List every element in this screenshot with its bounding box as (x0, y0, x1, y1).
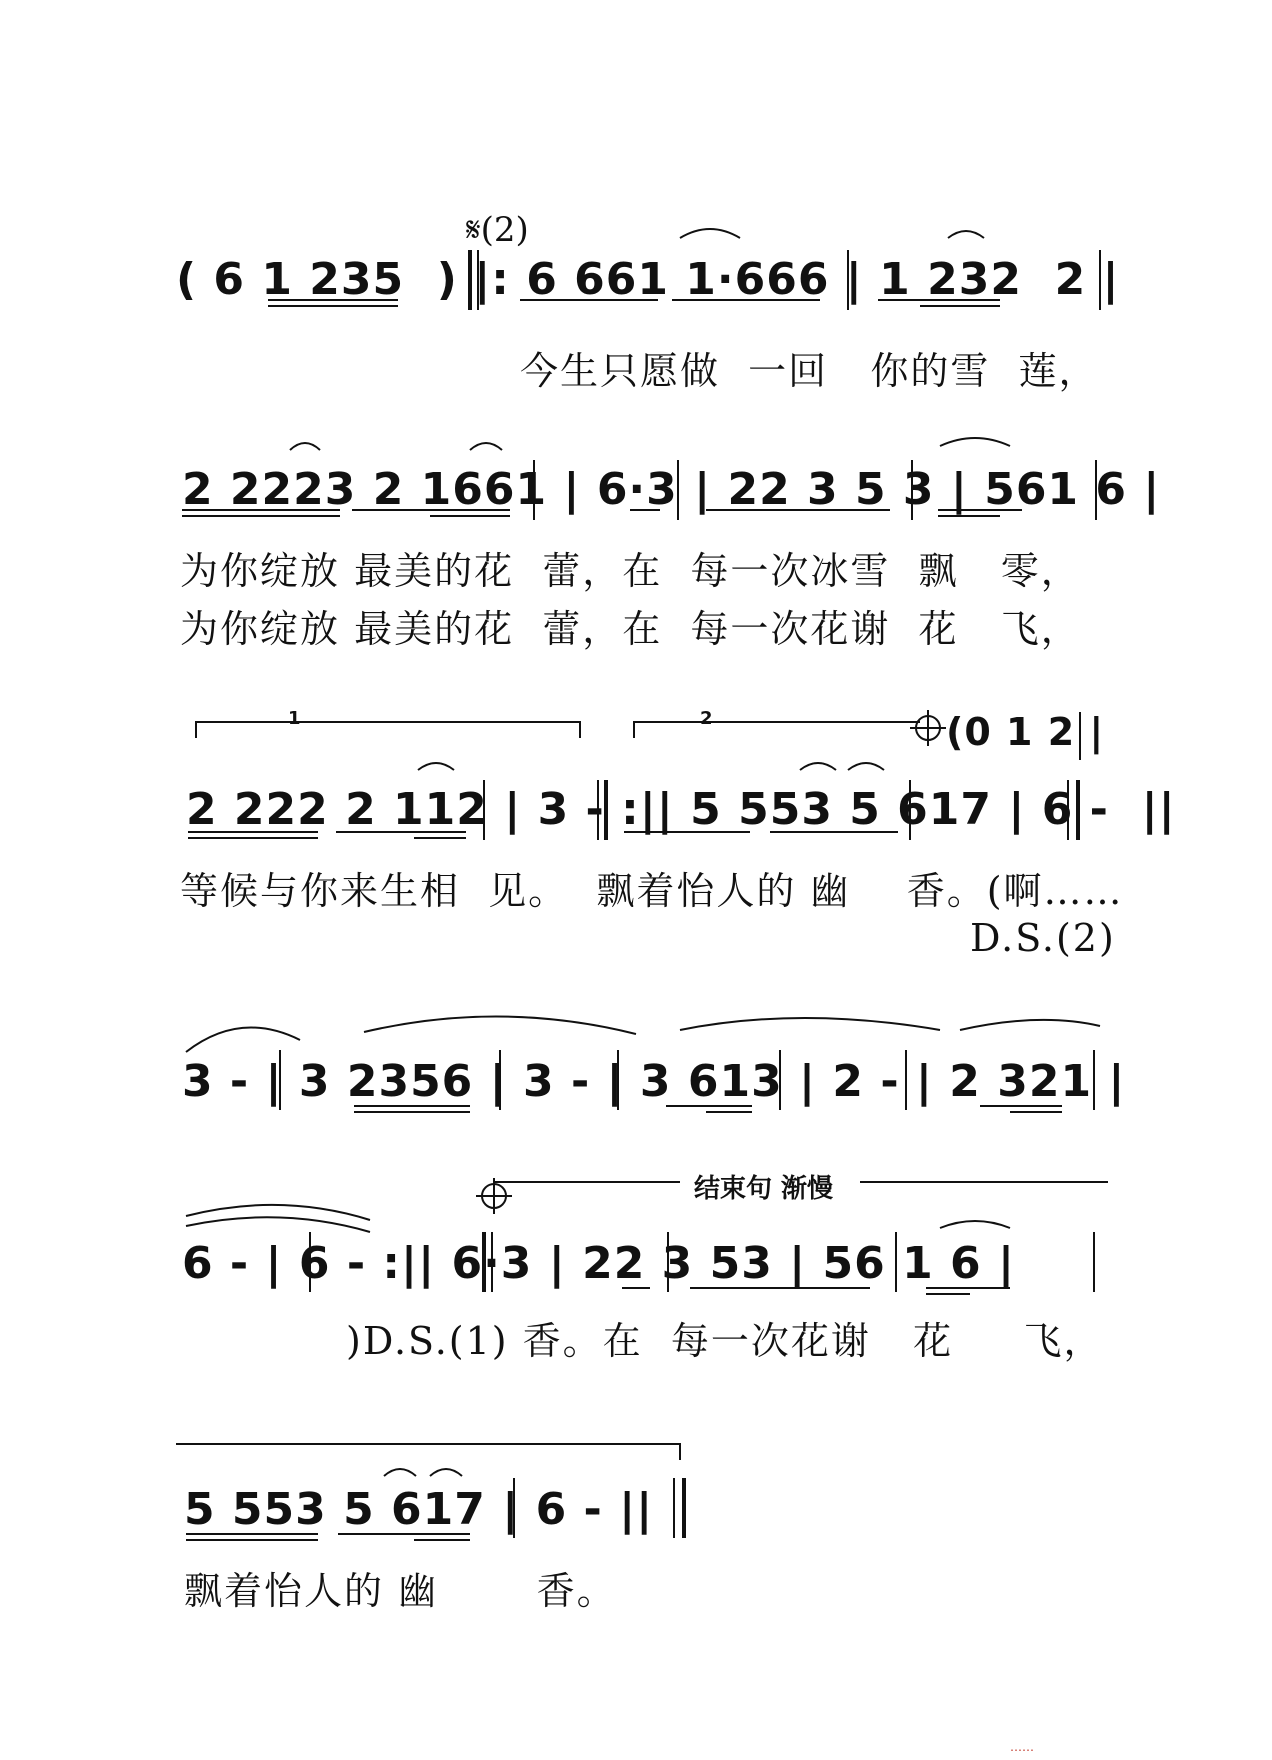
system-6-notes: 5 553 5 617 | 6 - || (184, 1484, 654, 1535)
volta-2-number: 2 (700, 708, 713, 729)
volta-1-number: 1 (288, 708, 301, 729)
system-6-lyrics: 飘着怡人的 幽 香。 (184, 1569, 617, 1613)
coda-intro-notes: (0 1 2 | (946, 710, 1105, 754)
system-1-notes: ( 6 1 235 ) |: 6 661 1·666 | 1 232 2 | (176, 254, 1120, 305)
system-4-notes: 3 - | 3 2356 | 3 - | 3 613 | 2 - | 2 321 | (182, 1056, 1126, 1107)
system-3-notes: 2 222 2 112 | 3 - :|| 5 553 5 617 | 6 - || (186, 784, 1176, 835)
system-5-lyrics: )D.S.(1) 香。在 每一次花谢 花 飞， (346, 1319, 1104, 1363)
coda-ending-label: 结束句 渐慢 (694, 1174, 834, 1204)
system-1-lyrics: 今生只愿做 一回 你的雪 莲， (520, 349, 1099, 393)
system-2-notes: 2 2223 2 1661 | 6·3 | 22 3 5 3 | 561 6 | (182, 464, 1161, 515)
ds-2-label: D.S.(2) (970, 916, 1116, 960)
system-5-notes: 6 - | 6 - :|| 6·3 | 22 3 53 | 56 1 6 | (182, 1238, 1016, 1289)
system-2-lyrics-verse-2: 为你绽放 最美的花 蕾，在 每一次花谢 花 飞， (180, 607, 1081, 651)
system-3-lyrics: 等候与你来生相 见。 飘着怡人的 幽 香。(啊…… (180, 869, 1124, 913)
system-2-lyrics-verse-1: 为你绽放 最美的花 蕾，在 每一次冰雪 飘 零， (180, 549, 1081, 593)
segno-mark: 𝄋(2) (466, 210, 529, 250)
footer-text: …… (1010, 1740, 1034, 1754)
